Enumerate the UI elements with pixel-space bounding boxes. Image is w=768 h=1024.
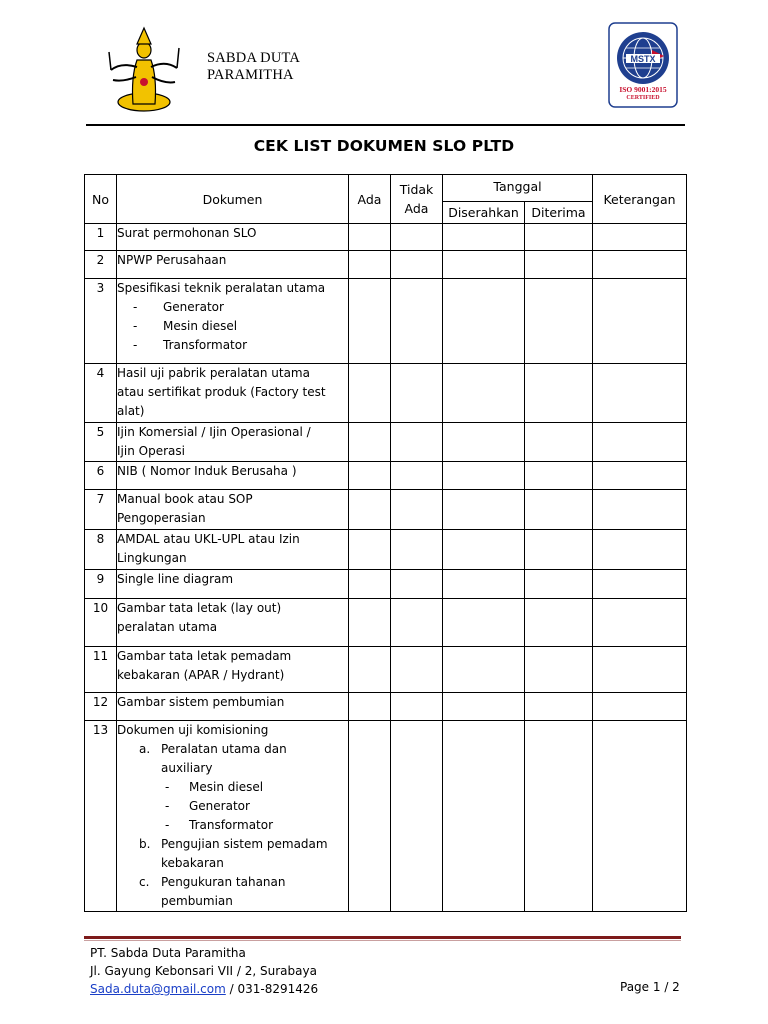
sub-item-label: c. [139, 875, 150, 889]
row-number: 2 [85, 251, 117, 279]
cell-keterangan[interactable] [593, 224, 687, 251]
row-document-title: Dokumen uji komisioning [117, 723, 269, 737]
cell-diterima[interactable] [525, 530, 593, 570]
cell-diserahkan[interactable] [443, 570, 525, 599]
cell-keterangan[interactable] [593, 570, 687, 599]
list-item: - Mesin diesel [117, 317, 348, 336]
cell-diterima[interactable] [525, 490, 593, 530]
cell-diserahkan[interactable] [443, 599, 525, 647]
table-row [85, 599, 687, 647]
row-number: 11 [85, 647, 117, 693]
cell-keterangan[interactable] [593, 599, 687, 647]
cell-diterima[interactable] [525, 693, 593, 721]
row-number: 7 [85, 490, 117, 530]
col-header-tidak-ada-line2: Ada [404, 201, 429, 216]
cell-diserahkan[interactable] [443, 462, 525, 490]
col-header-tidak-ada-line1: Tidak [399, 182, 434, 197]
cell-tidak-ada[interactable] [391, 251, 443, 279]
cell-diserahkan[interactable] [443, 530, 525, 570]
footer-email-link[interactable]: Sada.duta@gmail.com [90, 982, 226, 996]
cell-diserahkan[interactable] [443, 279, 525, 364]
list-item: - Transformator [117, 816, 348, 835]
sub-item-text: pembumian [161, 894, 233, 908]
cell-diserahkan[interactable] [443, 647, 525, 693]
footer [90, 944, 318, 998]
cell-diterima[interactable] [525, 647, 593, 693]
cell-tidak-ada[interactable] [391, 693, 443, 721]
row-document-line: Pengoperasian [117, 511, 206, 525]
table-row [85, 423, 687, 462]
cell-ada[interactable] [349, 721, 391, 912]
sub-item-text: Pengukuran tahanan [161, 875, 286, 889]
table-row [85, 530, 687, 570]
document-title: CEK LIST DOKUMEN SLO PLTD [253, 137, 515, 155]
sub-item-label: b. [139, 837, 151, 851]
col-header-ada: Ada [349, 175, 391, 224]
footer-divider-thin [84, 940, 681, 941]
deity-logo-icon [103, 22, 185, 114]
row-number: 5 [85, 423, 117, 462]
col-header-no: No [85, 175, 117, 224]
cell-keterangan[interactable] [593, 251, 687, 279]
cell-diserahkan[interactable] [443, 721, 525, 912]
table-row [85, 279, 687, 364]
footer-address: Jl. Gayung Kebonsari VII / 2, Surabaya [90, 964, 317, 978]
cell-tidak-ada[interactable] [391, 647, 443, 693]
row-document: Single line diagram [117, 570, 349, 599]
cell-ada[interactable] [349, 599, 391, 647]
row-number: 9 [85, 570, 117, 599]
cell-ada[interactable] [349, 364, 391, 423]
cell-keterangan[interactable] [593, 693, 687, 721]
sub-item-c [117, 873, 348, 911]
cell-diserahkan[interactable] [443, 490, 525, 530]
row-document [117, 364, 349, 423]
table-row [85, 647, 687, 693]
row-number: 1 [85, 224, 117, 251]
cell-diterima[interactable] [525, 721, 593, 912]
svg-text:MSTX: MSTX [630, 54, 656, 64]
footer-contact [90, 980, 318, 998]
table-row [85, 251, 687, 279]
cell-ada[interactable] [349, 693, 391, 721]
row-document [117, 647, 349, 693]
row-number: 13 [85, 721, 117, 912]
sub-item-text: Pengujian sistem pemadam [161, 837, 328, 851]
col-header-keterangan: Keterangan [593, 175, 687, 224]
row-document-line: Ijin Komersial / Ijin Operasional / [117, 425, 311, 439]
table-header-row [85, 175, 687, 202]
row-document-line: Gambar tata letak pemadam [117, 649, 292, 663]
cell-diterima[interactable] [525, 462, 593, 490]
cell-keterangan[interactable] [593, 423, 687, 462]
cell-ada[interactable] [349, 530, 391, 570]
cell-ada[interactable] [349, 570, 391, 599]
row-document-line: alat) [117, 404, 145, 418]
row-document-line: peralatan utama [117, 620, 218, 634]
iso-standard-text: ISO 9001:2015 [619, 85, 667, 94]
header-divider [86, 124, 685, 126]
cell-diterima[interactable] [525, 423, 593, 462]
row-document: NPWP Perusahaan [117, 251, 349, 279]
table-row [85, 570, 687, 599]
page-number: Page 1 / 2 [620, 980, 680, 994]
company-name-line1: SABDA DUTA [207, 50, 301, 66]
row-document-line: Gambar tata letak (lay out) [117, 601, 282, 615]
col-header-dokumen: Dokumen [117, 175, 349, 224]
list-item: - Generator [117, 298, 348, 317]
col-header-diterima: Diterima [525, 202, 593, 224]
cell-tidak-ada[interactable] [391, 364, 443, 423]
col-header-tanggal: Tanggal [443, 175, 593, 202]
footer-company: PT. Sabda Duta Paramitha [90, 946, 246, 960]
row-number: 3 [85, 279, 117, 364]
cell-diterima[interactable] [525, 251, 593, 279]
cell-ada[interactable] [349, 462, 391, 490]
list-item: - Transformator [117, 336, 348, 355]
cell-tidak-ada[interactable] [391, 423, 443, 462]
cell-ada[interactable] [349, 279, 391, 364]
row-number: 6 [85, 462, 117, 490]
list-item: - Mesin diesel [117, 778, 348, 797]
cell-diterima[interactable] [525, 364, 593, 423]
row-document [117, 530, 349, 570]
company-name [207, 50, 300, 84]
footer-divider [84, 936, 681, 939]
row-number: 10 [85, 599, 117, 647]
footer-phone: / 031-8291426 [225, 982, 319, 996]
col-header-tidak-ada [391, 175, 443, 224]
cell-diserahkan[interactable] [443, 693, 525, 721]
table-row [85, 364, 687, 423]
sub-item-text: kebakaran [161, 856, 224, 870]
cell-diserahkan[interactable] [443, 224, 525, 251]
row-document: NIB ( Nomor Induk Berusaha ) [117, 462, 349, 490]
certified-text: CERTIFIED [626, 95, 660, 101]
cell-keterangan[interactable] [593, 364, 687, 423]
row-number: 4 [85, 364, 117, 423]
letterhead [0, 0, 768, 125]
table-row [85, 693, 687, 721]
cell-diterima[interactable] [525, 599, 593, 647]
sub-item-a [117, 740, 348, 778]
row-document-line: kebakaran (APAR / Hydrant) [117, 668, 285, 682]
iso-certified-label [608, 86, 678, 102]
cell-ada[interactable] [349, 224, 391, 251]
cell-tidak-ada[interactable] [391, 279, 443, 364]
row-number: 12 [85, 693, 117, 721]
cell-keterangan[interactable] [593, 279, 687, 364]
row-document: Surat permohonan SLO [117, 224, 349, 251]
cell-diserahkan[interactable] [443, 364, 525, 423]
table-row [85, 462, 687, 490]
sub-item-text: Peralatan utama dan [161, 742, 287, 756]
row-document-line: Manual book atau SOP [117, 492, 253, 506]
row-document-line: AMDAL atau UKL-UPL atau Izin [117, 532, 300, 546]
cell-tidak-ada[interactable] [391, 530, 443, 570]
row-document [117, 490, 349, 530]
cell-diterima[interactable] [525, 570, 593, 599]
row-document-title: Spesifikasi teknik peralatan utama [117, 281, 326, 295]
col-header-diserahkan: Diserahkan [443, 202, 525, 224]
document-checklist-table [84, 174, 687, 912]
row-document: Gambar sistem pembumian [117, 693, 349, 721]
cell-tidak-ada[interactable] [391, 490, 443, 530]
row-number: 8 [85, 530, 117, 570]
row-document [117, 599, 349, 647]
cell-tidak-ada[interactable] [391, 462, 443, 490]
sub-item-label: a. [139, 742, 151, 756]
cell-keterangan[interactable] [593, 721, 687, 912]
row-document-line: atau sertifikat produk (Factory test [117, 385, 326, 399]
cell-keterangan[interactable] [593, 462, 687, 490]
cell-diterima[interactable] [525, 279, 593, 364]
table-row [85, 721, 687, 912]
cell-ada[interactable] [349, 251, 391, 279]
row-document [117, 423, 349, 462]
cell-ada[interactable] [349, 423, 391, 462]
cell-tidak-ada[interactable] [391, 570, 443, 599]
cell-ada[interactable] [349, 490, 391, 530]
cell-tidak-ada[interactable] [391, 599, 443, 647]
row-document [117, 721, 349, 912]
sub-item-b [117, 835, 348, 873]
cell-tidak-ada[interactable] [391, 721, 443, 912]
row-document-line: Ijin Operasi [117, 444, 185, 458]
cell-keterangan[interactable] [593, 647, 687, 693]
row-document [117, 279, 349, 364]
cell-keterangan[interactable] [593, 490, 687, 530]
list-item: - Generator [117, 797, 348, 816]
row-document-line: Lingkungan [117, 551, 187, 565]
row-document-line: Hasil uji pabrik peralatan utama [117, 366, 310, 380]
sub-item-text: auxiliary [161, 761, 213, 775]
cell-diterima[interactable] [525, 224, 593, 251]
table-row [85, 224, 687, 251]
cell-tidak-ada[interactable] [391, 224, 443, 251]
company-name-line2: PARAMITHA [207, 67, 294, 83]
cell-keterangan[interactable] [593, 530, 687, 570]
cell-ada[interactable] [349, 647, 391, 693]
table-row [85, 490, 687, 530]
cell-diserahkan[interactable] [443, 423, 525, 462]
cell-diserahkan[interactable] [443, 251, 525, 279]
